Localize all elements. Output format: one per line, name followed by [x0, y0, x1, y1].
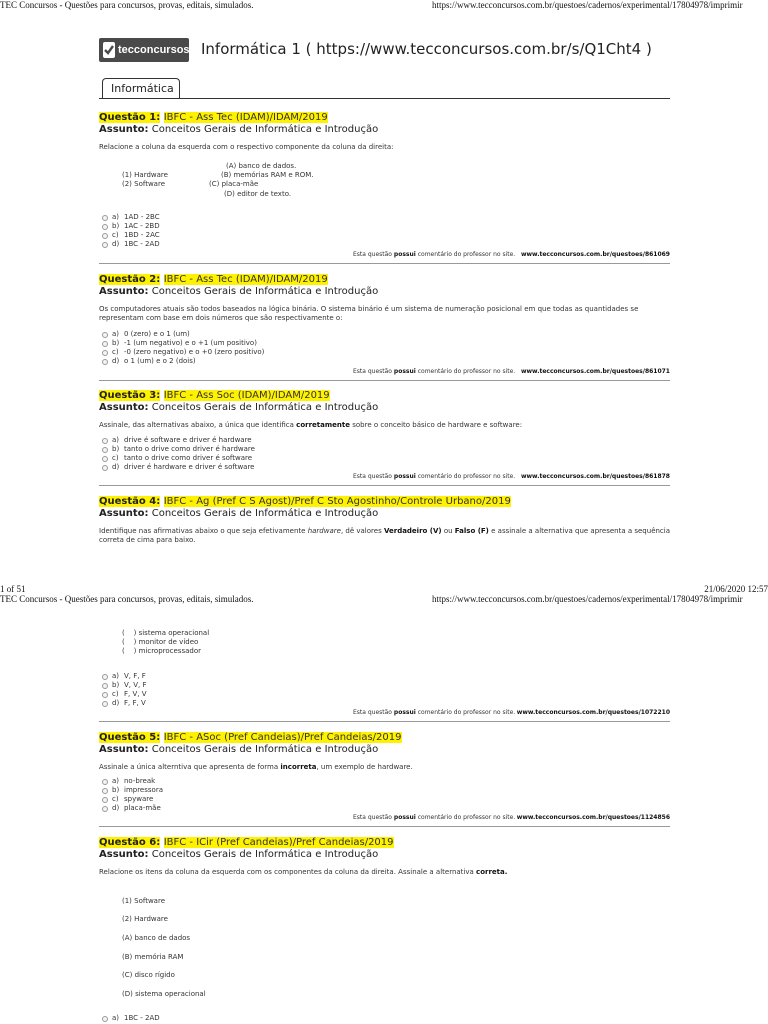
question-source-link[interactable]: IBFC - Ag (Pref C S Agost)/Pref C Sto Agostinho/Controle Urbano/2019 [163, 496, 511, 507]
radio-button[interactable] [102, 788, 108, 794]
subject-text: Conceitos Gerais de Informática e Introdução [151, 402, 379, 413]
tecconcursos-logo[interactable] [99, 38, 189, 62]
radio-button[interactable] [102, 447, 108, 453]
option-a[interactable]: a) 1BC - 2AD [102, 1014, 160, 1023]
statement-item: ( ) monitor de vídeo [122, 638, 199, 646]
radio-button[interactable] [102, 806, 108, 812]
question-url-link[interactable]: www.tecconcursos.com.br/questoes/861071 [520, 368, 670, 375]
option-d[interactable]: d) 1BC - 2AD [102, 240, 160, 249]
question-title [99, 837, 670, 848]
subject-text: Conceitos Gerais de Informática e Introdução [151, 508, 379, 519]
print-header-url: https://www.tecconcursos.com.br/questoes/cadernos/experimental/17804978/imprimir [432, 594, 743, 604]
question-url-link[interactable]: www.tecconcursos.com.br/questoes/861069 [520, 251, 670, 258]
options-list [102, 436, 255, 472]
question-subject [99, 124, 670, 135]
option-a[interactable]: a) drive é software e driver é hardware [102, 436, 255, 445]
option-d[interactable]: d) driver é hardware e driver é software [102, 463, 255, 472]
radio-button[interactable] [102, 215, 108, 221]
option-a[interactable]: a) 0 (zero) e o 1 (um) [102, 330, 264, 339]
matrix-item: (1) Hardware [122, 171, 168, 179]
subject-text: Conceitos Gerais de Informática e Introdução [151, 286, 379, 297]
option-d[interactable]: d) placa-mãe [102, 804, 163, 813]
option-c[interactable]: c) F, V, V [102, 690, 147, 699]
question-label: Questão 1: [99, 112, 161, 123]
radio-button[interactable] [102, 692, 108, 698]
print-timestamp: 21/06/2020 12:57 [704, 584, 768, 594]
options-list [102, 777, 163, 813]
radio-button[interactable] [102, 701, 108, 707]
option-c[interactable]: c) 1BD - 2AC [102, 231, 160, 240]
matrix-item: (D) editor de texto. [224, 190, 292, 198]
subject-label: Assunto: [99, 402, 149, 413]
question-text: Os computadores atuais são todos baseados na lógica binária. O sistema binário é um sistema de numeração posicional em que todas as quantidades se representam com base em dois números que são respectivamente o: [99, 305, 639, 322]
question-text: Assinale a única alterntiva que apresenta de forma incorreta, um exemplo de hardware. [99, 763, 413, 771]
options-list [102, 213, 160, 249]
question-subject [99, 286, 670, 297]
divider [99, 721, 670, 722]
radio-button[interactable] [102, 779, 108, 785]
radio-button[interactable] [102, 438, 108, 444]
radio-button[interactable] [102, 332, 108, 338]
question-source-link[interactable]: IBFC - Ass Soc (IDAM)/IDAM/2019 [163, 390, 330, 401]
option-a[interactable]: a) V, F, F [102, 672, 147, 681]
question-label: Questão 3: [99, 390, 161, 401]
column-item: (D) sistema operacional [122, 990, 206, 998]
radio-button[interactable] [102, 465, 108, 471]
question-text: Relacione os itens da coluna da esquerda com os componentes da coluna da direita. Assinale a alternativa correta. [99, 868, 508, 876]
question-source-link[interactable]: IBFC - Ass Tec (IDAM)/IDAM/2019 [163, 112, 328, 123]
option-a[interactable]: a) 1AD - 2BC [102, 213, 160, 222]
question-label: Questão 6: [99, 837, 161, 848]
question-label: Questão 4: [99, 496, 161, 507]
radio-button[interactable] [102, 242, 108, 248]
option-c[interactable]: c) spyware [102, 795, 163, 804]
subject-text: Conceitos Gerais de Informática e Introdução [151, 744, 379, 755]
divider [99, 485, 670, 486]
question-2 [99, 274, 670, 323]
radio-button[interactable] [102, 683, 108, 689]
option-d[interactable]: d) o 1 (um) e o 2 (dois) [102, 357, 264, 366]
options-list [102, 1014, 160, 1023]
subject-label: Assunto: [99, 744, 149, 755]
checkmark-icon [103, 42, 115, 58]
question-source-link[interactable]: IBFC - Ass Tec (IDAM)/IDAM/2019 [163, 274, 328, 285]
question-title [99, 112, 670, 123]
matrix-item: (C) placa-mãe [209, 180, 259, 188]
question-footnote: Esta questão possui comentário do professor no site. www.tecconcursos.com.br/questoes/861878 [353, 473, 670, 480]
question-title [99, 390, 670, 401]
print-header-title: TEC Concursos - Questões para concursos, provas, editais, simulados. [0, 0, 254, 10]
radio-button[interactable] [102, 224, 108, 230]
subject-label: Assunto: [99, 849, 149, 860]
option-b[interactable]: b) 1AC - 2BD [102, 222, 160, 231]
column-item: (B) memória RAM [122, 953, 184, 961]
option-b[interactable]: b) V, V, F [102, 681, 147, 690]
print-header-url: https://www.tecconcursos.com.br/questoes/cadernos/experimental/17804978/imprimir [432, 0, 743, 10]
subject-text: Conceitos Gerais de Informática e Introdução [151, 849, 379, 860]
page-count: 1 of 51 [0, 584, 26, 594]
question-3 [99, 390, 670, 430]
subject-label: Assunto: [99, 286, 149, 297]
question-label: Questão 2: [99, 274, 161, 285]
radio-button[interactable] [102, 456, 108, 462]
radio-button[interactable] [102, 1016, 108, 1022]
statement-item: ( ) microprocessador [122, 647, 201, 655]
option-c[interactable]: c) tanto o drive como driver é software [102, 454, 255, 463]
divider [99, 826, 670, 827]
question-source-link[interactable]: IBFC - ASoc (Pref Candeias)/Pref Candeias/2019 [163, 732, 402, 743]
column-item: (1) Software [122, 897, 165, 905]
matrix-item: (A) banco de dados. [226, 162, 297, 170]
print-header-title: TEC Concursos - Questões para concursos, provas, editais, simulados. [0, 594, 254, 604]
divider [99, 380, 670, 381]
question-footnote: Esta questão possui comentário do professor no site. www.tecconcursos.com.br/questoes/1124856 [353, 814, 670, 821]
question-url-link[interactable]: www.tecconcursos.com.br/questoes/1072210 [516, 709, 670, 716]
divider [99, 263, 670, 264]
options-list [102, 330, 264, 366]
question-4 [99, 496, 670, 545]
question-source-link[interactable]: IBFC - ICir (Pref Candeias)/Pref Candeias/2019 [163, 837, 394, 848]
question-6 [99, 837, 670, 877]
option-a[interactable]: a) no-break [102, 777, 163, 786]
question-text: Assinale, das alternativas abaixo, a única que identifica corretamente sobre o conceito básico de hardware e software: [99, 421, 523, 429]
question-text: Relacione a coluna da esquerda com o respectivo componente da coluna da direita: [99, 143, 394, 151]
question-subject [99, 849, 670, 860]
radio-button[interactable] [102, 797, 108, 803]
column-item: (2) Hardware [122, 915, 168, 923]
question-title [99, 496, 670, 507]
radio-button[interactable] [102, 674, 108, 680]
matrix-item: (2) Software [122, 180, 165, 188]
column-item: (A) banco de dados [122, 934, 191, 942]
question-footnote: Esta questão possui comentário do professor no site. www.tecconcursos.com.br/questoes/861071 [353, 368, 670, 375]
matrix-item: (B) memórias RAM e ROM. [221, 171, 314, 179]
question-footnote: Esta questão possui comentário do professor no site. www.tecconcursos.com.br/questoes/1072210 [353, 709, 670, 716]
question-footnote: Esta questão possui comentário do professor no site. www.tecconcursos.com.br/questoes/861069 [353, 251, 670, 258]
option-b[interactable]: b) impressora [102, 786, 163, 795]
question-title [99, 274, 670, 285]
option-b[interactable]: b) -1 (um negativo) e o +1 (um positivo) [102, 339, 264, 348]
question-subject [99, 744, 670, 755]
statement-item: ( ) sistema operacional [122, 629, 210, 637]
question-text: Identifique nas afirmativas abaixo o que seja efetivamente hardware, dê valores Verdadeiro (V) ou Falso (F) e assinale a alternativa que apresenta a sequência correta de cima para baixo. [99, 527, 671, 544]
question-1 [99, 112, 670, 152]
radio-button[interactable] [102, 341, 108, 347]
radio-button[interactable] [102, 350, 108, 356]
column-item: (C) disco rígido [122, 971, 175, 979]
subject-label: Assunto: [99, 508, 149, 519]
radio-button[interactable] [102, 233, 108, 239]
option-b[interactable]: b) tanto o drive como driver é hardware [102, 445, 255, 454]
question-url-link[interactable]: www.tecconcursos.com.br/questoes/1124856 [516, 814, 670, 821]
print-header [0, 594, 768, 606]
option-c[interactable]: c) -0 (zero negativo) e o +0 (zero positivo) [102, 348, 264, 357]
radio-button[interactable] [102, 359, 108, 365]
question-5 [99, 732, 670, 772]
subject-label: Assunto: [99, 124, 149, 135]
option-d[interactable]: d) F, F, V [102, 699, 147, 708]
logo-text: tecconcursos [118, 44, 190, 56]
question-label: Questão 5: [99, 732, 161, 743]
question-subject [99, 508, 670, 519]
subject-text: Conceitos Gerais de Informática e Introdução [151, 124, 379, 135]
options-list [102, 672, 147, 708]
question-url-link[interactable]: www.tecconcursos.com.br/questoes/861878 [520, 473, 670, 480]
tab-informatica[interactable]: Informática [102, 78, 180, 98]
tab-divider [99, 98, 670, 99]
print-header [0, 0, 768, 12]
question-subject [99, 402, 670, 413]
document-title: Informática 1 ( https://www.tecconcursos.com.br/s/Q1Cht4 ) [201, 40, 652, 58]
question-title [99, 732, 670, 743]
